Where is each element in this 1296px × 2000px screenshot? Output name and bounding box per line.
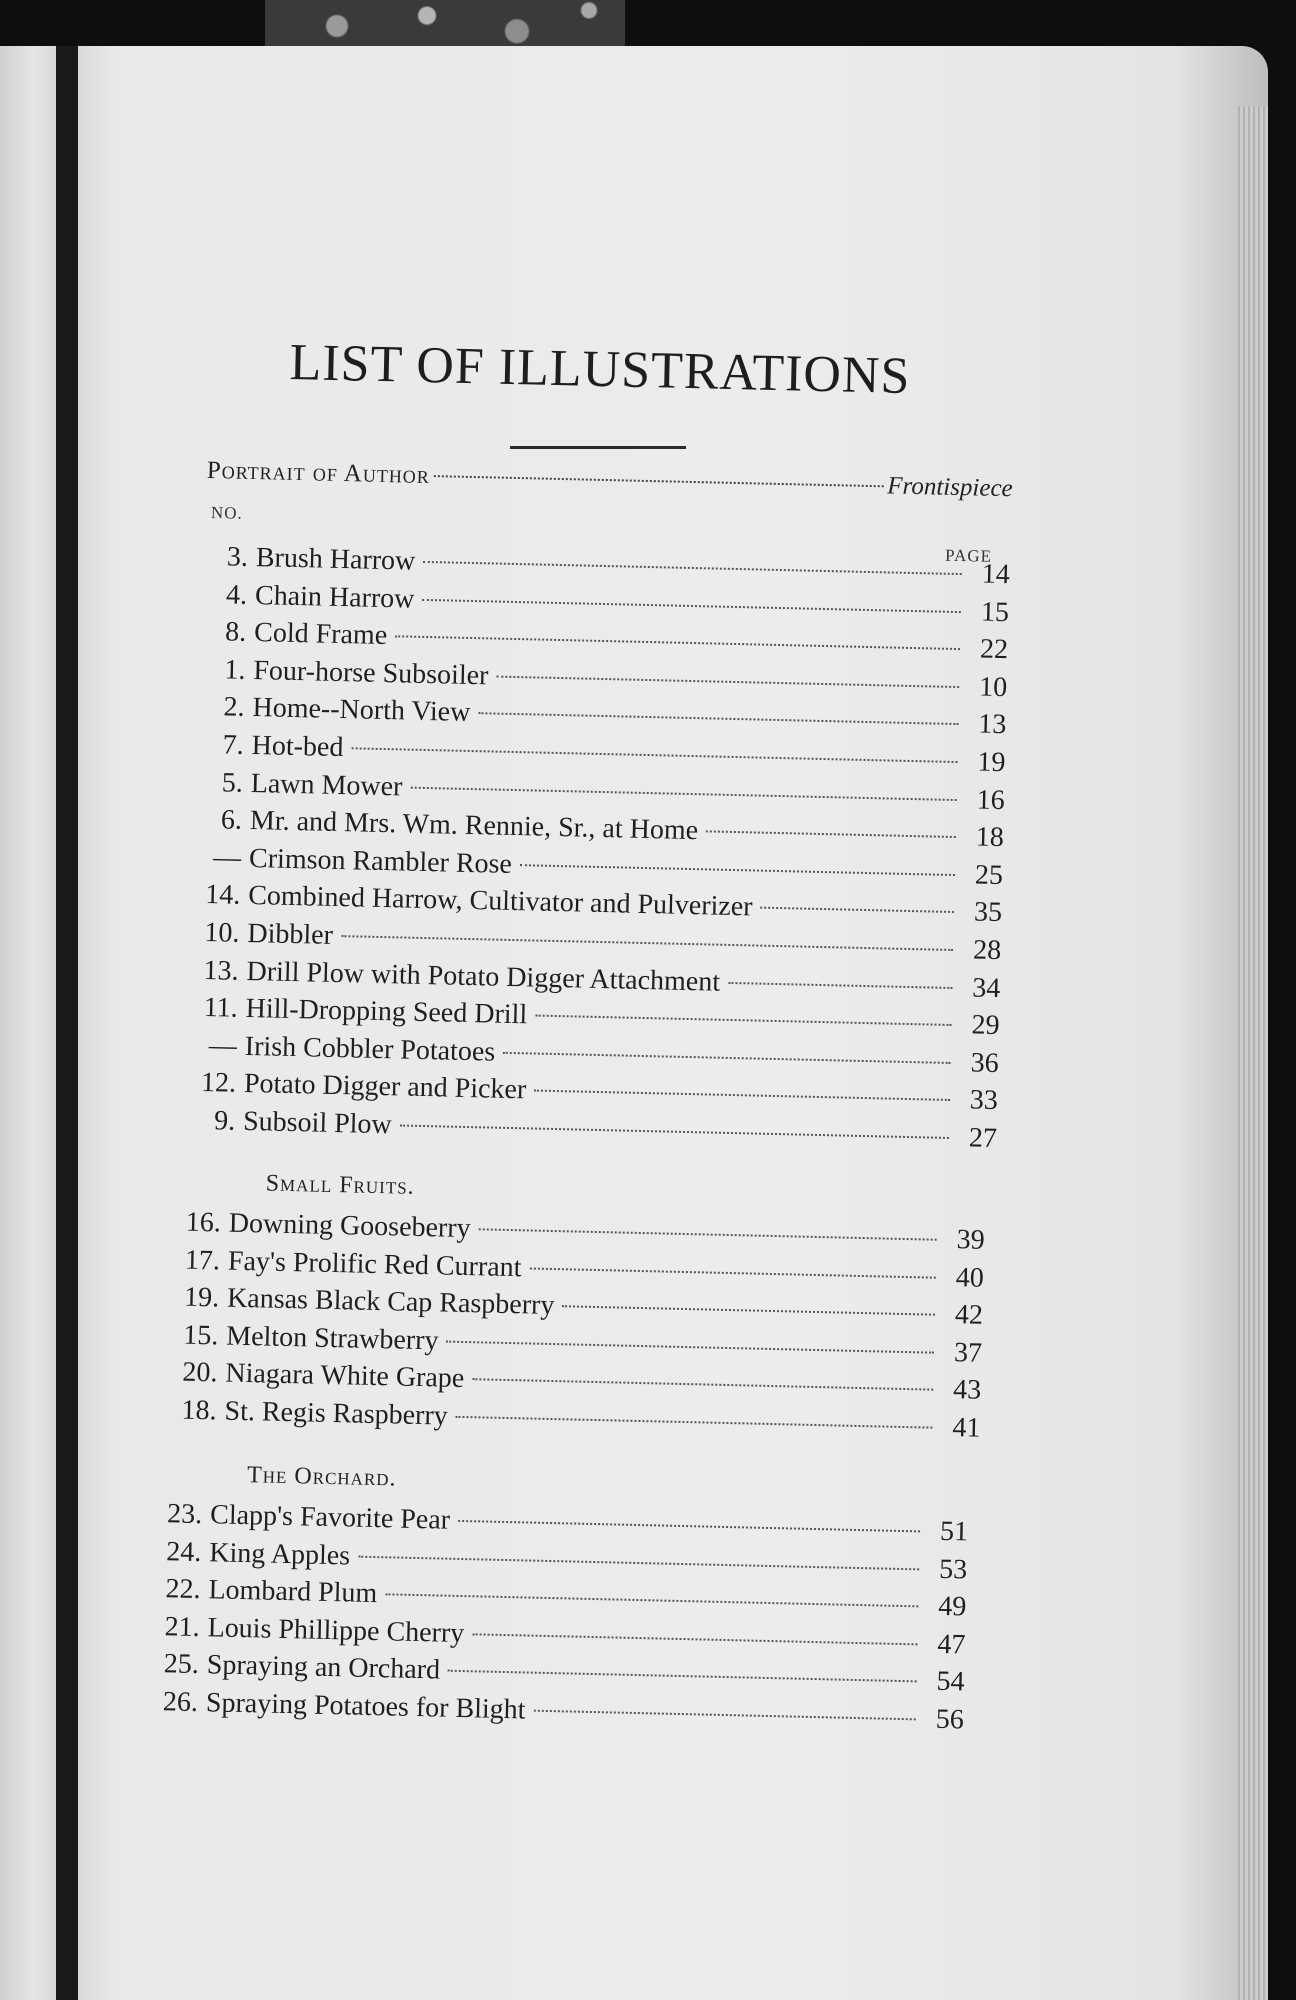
leader-dots xyxy=(478,713,958,726)
item-number: 4. xyxy=(225,579,248,611)
leader-dots xyxy=(706,831,956,839)
leader-dots xyxy=(395,635,960,650)
item-number: 25. xyxy=(163,1648,200,1681)
item-title: Lombard Plum xyxy=(208,1574,378,1610)
item-page: 16 xyxy=(976,784,1005,816)
item-page: 28 xyxy=(972,934,1002,967)
item-title: Dibbler xyxy=(247,917,334,951)
item-page: 53 xyxy=(938,1553,968,1586)
item-title: Four-horse Subsoiler xyxy=(253,654,489,692)
item-page: 13 xyxy=(977,708,1007,741)
item-number: 18. xyxy=(181,1394,217,1427)
item-number: 5. xyxy=(221,766,244,799)
item-page: 34 xyxy=(972,971,1001,1004)
item-page: 49 xyxy=(937,1591,967,1623)
item-number: 23. xyxy=(166,1498,203,1531)
item-title: Crimson Rambler Rose xyxy=(248,842,513,880)
item-page: 19 xyxy=(977,746,1006,779)
item-title: Mr. and Mrs. Wm. Rennie, Sr., at Home xyxy=(249,805,699,847)
leader-dots xyxy=(533,1710,915,1721)
item-number: 16. xyxy=(185,1206,222,1239)
item-title: Drill Plow with Potato Digger Attachment xyxy=(246,955,721,998)
leader-dots xyxy=(448,1670,917,1683)
item-title: Home--North View xyxy=(252,692,471,729)
item-title: Lawn Mower xyxy=(250,767,403,803)
item-number: 24. xyxy=(166,1535,202,1568)
leader-dots xyxy=(728,981,952,988)
leader-dots xyxy=(503,1052,951,1064)
leader-dots xyxy=(410,786,956,800)
leader-dots xyxy=(385,1593,918,1607)
item-title: Chain Harrow xyxy=(254,579,415,615)
item-title: Clapp's Favorite Pear xyxy=(209,1499,451,1536)
item-number: 8. xyxy=(224,616,247,649)
item-page: 33 xyxy=(969,1084,999,1117)
item-number: 2. xyxy=(223,691,245,724)
item-number: 6. xyxy=(220,804,243,836)
item-page: 25 xyxy=(974,859,1004,891)
leader-dots xyxy=(472,1379,933,1391)
item-title: Hill-Dropping Seed Drill xyxy=(245,993,528,1031)
item-page: 10 xyxy=(978,671,1008,703)
item-page: 47 xyxy=(937,1628,966,1661)
leader-dots xyxy=(479,1228,937,1240)
item-page: 22 xyxy=(979,633,1009,666)
item-title: Brush Harrow xyxy=(255,542,416,577)
item-page: 56 xyxy=(935,1703,965,1736)
item-number: 7. xyxy=(222,729,245,761)
item-number: 3. xyxy=(226,541,249,573)
leader-dots xyxy=(534,1090,950,1101)
item-title: Downing Gooseberry xyxy=(228,1207,471,1245)
item-page: 42 xyxy=(954,1299,984,1331)
leader-dots xyxy=(562,1305,935,1315)
item-number: 26. xyxy=(162,1686,199,1719)
main-list xyxy=(187,541,1010,1161)
leader-dots xyxy=(423,561,961,575)
frontispiece-label: Portrait of Author xyxy=(206,456,431,490)
leader-dots xyxy=(520,864,955,876)
item-page: 18 xyxy=(975,821,1005,854)
leader-dots xyxy=(446,1340,934,1353)
item-title: Spraying Potatoes for Blight xyxy=(205,1687,526,1726)
item-number: 10. xyxy=(204,916,240,949)
item-number: 19. xyxy=(183,1281,220,1314)
small-fruits-list xyxy=(168,1206,985,1450)
item-page: 36 xyxy=(970,1047,1000,1079)
item-page: 39 xyxy=(956,1224,985,1256)
item-page: 51 xyxy=(939,1515,969,1548)
item-page: 15 xyxy=(980,596,1010,628)
frontispiece-value: Frontispiece xyxy=(886,472,1014,503)
leader-dots xyxy=(529,1267,935,1278)
item-page: 29 xyxy=(971,1009,1000,1042)
leader-dots xyxy=(761,907,955,913)
leader-dots xyxy=(422,598,961,612)
item-number: 11. xyxy=(203,992,239,1024)
item-title: Melton Strawberry xyxy=(225,1320,439,1357)
item-number: 21. xyxy=(164,1611,201,1643)
item-title: Subsoil Plow xyxy=(242,1105,393,1141)
item-title: Niagara White Grape xyxy=(225,1357,465,1395)
leader-dots xyxy=(496,675,959,688)
leader-dots xyxy=(351,747,957,763)
item-page: 54 xyxy=(936,1666,965,1698)
item-page: 37 xyxy=(953,1336,983,1369)
item-title: Kansas Black Cap Raspberry xyxy=(226,1282,555,1322)
leader-dots xyxy=(434,475,883,487)
item-number: 15. xyxy=(182,1319,219,1352)
column-heading-page: PAGE xyxy=(944,545,993,566)
leader-dots xyxy=(400,1124,949,1138)
item-title: Hot-bed xyxy=(251,730,344,764)
column-heading-no: NO. xyxy=(210,503,243,523)
item-number: — xyxy=(208,1029,238,1062)
leader-dots xyxy=(535,1015,951,1026)
item-title: Fay's Prolific Red Currant xyxy=(227,1245,522,1283)
item-title: Louis Phillippe Cherry xyxy=(207,1612,465,1649)
item-page: 40 xyxy=(955,1261,985,1294)
leader-dots xyxy=(358,1555,919,1570)
item-number: 22. xyxy=(165,1573,201,1606)
item-title: Irish Cobbler Potatoes xyxy=(244,1030,496,1068)
item-page: 27 xyxy=(968,1122,998,1154)
item-number: 20. xyxy=(182,1357,218,1389)
item-title: King Apples xyxy=(209,1536,351,1572)
item-title: Spraying an Orchard xyxy=(206,1649,441,1686)
leader-dots xyxy=(341,935,953,951)
leader-dots xyxy=(458,1520,920,1532)
item-number: 14. xyxy=(204,879,241,912)
item-title: St. Regis Raspberry xyxy=(224,1395,449,1432)
item-number: 1. xyxy=(224,654,246,686)
item-title: Potato Digger and Picker xyxy=(243,1068,527,1106)
item-number: 17. xyxy=(184,1244,221,1277)
frontispiece-entry xyxy=(207,457,1013,503)
item-number: — xyxy=(212,841,242,874)
item-number: 13. xyxy=(203,954,239,987)
section-heading-orchard: The Orchard. xyxy=(246,1462,397,1492)
section-heading-small-fruits: Small Fruits. xyxy=(265,1170,415,1200)
leader-dots xyxy=(472,1633,917,1645)
item-page: 14 xyxy=(981,558,1011,591)
item-page: 35 xyxy=(973,896,1003,929)
leader-dots xyxy=(456,1416,933,1429)
item-title: Cold Frame xyxy=(253,617,388,652)
page-title: LIST OF ILLUSTRATIONS xyxy=(288,333,912,406)
item-number: 12. xyxy=(200,1067,237,1100)
item-number: 9. xyxy=(213,1105,236,1137)
item-page: 41 xyxy=(952,1412,981,1444)
item-page: 43 xyxy=(952,1374,982,1407)
orchard-list xyxy=(149,1498,968,1742)
item-title: Combined Harrow, Cultivator and Pulverizer xyxy=(247,880,753,923)
